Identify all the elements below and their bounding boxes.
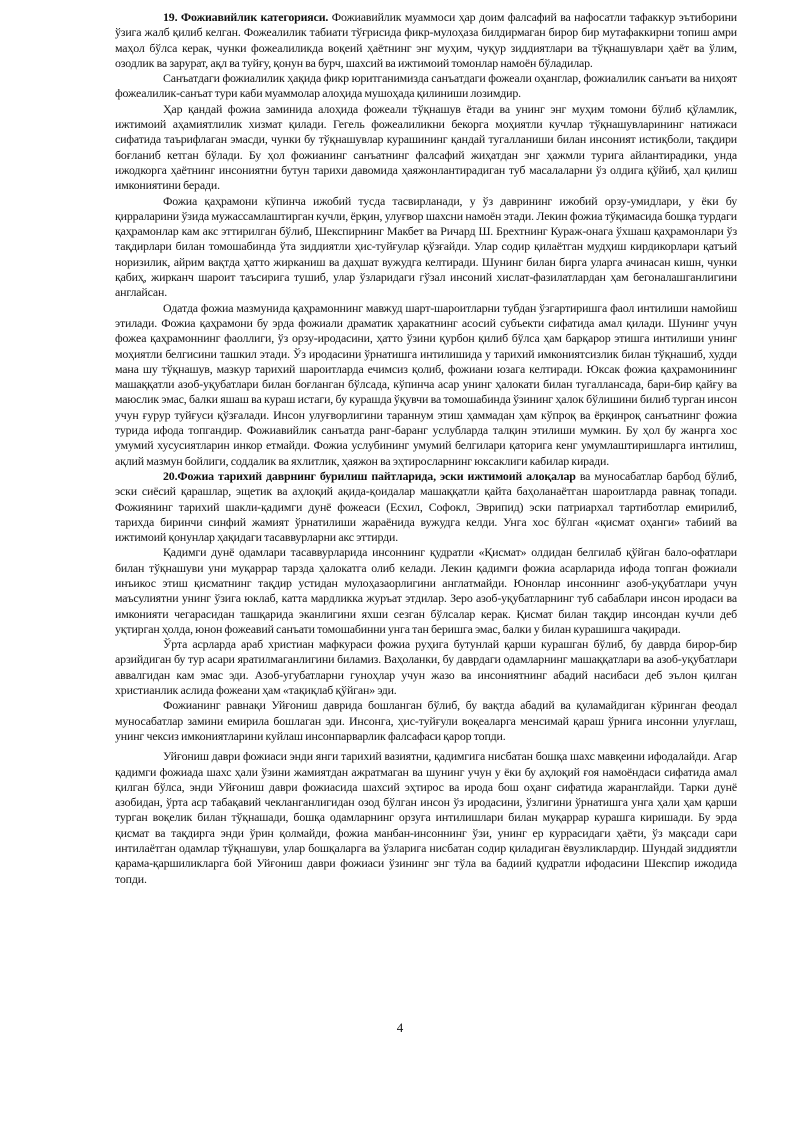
- paragraph-2: Санъатдаги фожиалилик ҳақида фикр юритганимизда санъатдаги фожеали оҳанглар, фожиалилик санъати ва ниҳоят фожеалилик-санъат тури каби муаммолар алоҳида мушоҳада қилиниши лозимдир.: [115, 71, 737, 101]
- paragraph-5: Одатда фожиа мазмунида қаҳрамоннинг мавжуд шарт-шароитларни тубдан ўзгартиришга фаол интилиши намойиш этилади. Фожиа қаҳрамони бу эрда фожиали драматик ҳаракатнинг асосий субъекти сифатида амал қилади. Шунинг учун фожеа қаҳрамоннинг фаоллиги, ўз орзу-иродасини, ҳатто ўзини қурбон қилиб бўлса ҳам барқарор этишга интилиши унинг моҳиятли белгисини ташкил этади. Ўз иродасини ўрнатишга интилишида у тарихий имкониятсизлик билан тўқнашиб, худди мана шу тўқнашув, мазкур тарихий шароитларда ечимсиз қолиб, фожиани юзага келтиради. Юксак фожиа қаҳрамонининг машаққатли азоб-уқубатлари билан боғланган бўлсада, кўпинча асар унинг ҳалокати билан тугаллансада, бари-бир қайғу ва маюслик эмас, балки яшаш ва кураш истаги, бу курашда ўқувчи ва томошабинда ўзининг ҳалок бўлишини билиб турган инсон учун ғурур туйғуси қўзғалади. Инсон улуғворлигини тараннум этиш ҳаммадан ҳам кўпроқ ва ёрқинроқ санъатнинг фожиа турида ифода топгандир. Фожиавийлик санъатда ранг-баранг услубларда талқин этилиши мумкин. Бу ҳол бу жанрга хос умумий хусусиятларин инкор етмайди. Фожиа услубининг умумий белгилари қаторига кенг умумлаштиришларга интилиш, ақлий мазмун бойлиги, соддалик ва яхлитлик, ҳаяжон ва эҳтиросларнинг юксаклиги кабилар киради.: [115, 300, 737, 468]
- document-page: [115, 10, 737, 1110]
- paragraph-4: Фожиа қаҳрамони кўпинча ижобий тусда тасвирланади, у ўз даврининг ижобий орзу-умидлари, у ёки бу қирраларини ўзида мужассамлаштирган кучли, ёрқин, улуғвор шахсни намоён этади. Лекин фожиа тўқимасида бошқа турдаги қаҳрамонлар кам акс эттирилган бўлиб, Шекспирнинг Макбет ва Ричард Ш. Брехтнинг Кураж-онага ўхшаш қаҳрамонлари ўз тақдирлари билан томошабинда ўта зиддиятли ҳис-туйғулар қўзғайди. Улар содир қилаётган мудҳиш кирдикорлари қатъий норизилик, айрим вақтда ҳатто жирканиш ва даҳшат вужудга келтиради. Шунинг билан бирга уларга ачинасан кишн, чунки қабиҳ, жирканч шароит таъсирига тушиб, улар ўзларидаги гўзал инсоний хислат-фазилатлардан ҳам бегоналашганлигини англайсан.: [115, 193, 737, 300]
- paragraph-6-text: ва муносабатлар барбод бўлиб, эски сиёсий қарашлар, эщетик ва аҳлоқий ақида-қоидалар машаққатли қайта баҳоланаётган шароитларда равнақ топади. Фожиянинг тарихий шакли-қадимги дунё фожеаси (Есхил, Софокл, Эврипид) эски патриархал тартиботлар емирилиб, тарихда биринчи синфий жамият ўрнатилиши жараёнида вужудга келди. Унга хос бўлган «қисмат оҳанги» табиий ва ижтимоий қонунлар ҳақидаги тасаввурларни акс эттирди.: [115, 468, 737, 545]
- paragraph-3: Ҳар қандай фожиа заминида алоҳида фожеали тўқнашув ётади ва унинг энг муҳим томони бўлиб қўламлик, ижтимоий аҳамиятлилик хизмат қилади. Гегель фожеалиликни бекорга моҳиятли кучлар тўқнашувларининг натижаси сифатида таърифлаган эмасди, чунки бу тўқнашувлар курашининг қандай тугалланиши билан инсоният истиқболи, тақдири боғланиб кетган бўлади. Бу ҳол фожианинг санъатнинг фалсафий жиҳатдан энг ҳажмли турига айлантирадики, унда ижодкорга ҳаётнинг инсониятни бутун тарихи давомида ҳаяжонлантирадиган туб масалаларни ўз олдига қўйиб, ҳал қилиш имкониятини беради.: [115, 101, 737, 193]
- paragraph-10: Уйғониш даври фожиаси энди янги тарихий вазиятни, қадимгига нисбатан бошқа шахс мавқеини ифодалайди. Агар қадимги фожиада шахс ҳали ўзини жамиятдан ажратмаган ва шунинг учун у ёки бу аҳлоқий ғоя намоёндаси сифатида амал қилган бўлса, энди Уйғониш даври фожиасида шахсий эҳтирос ва ирода бош оҳанг сифатида жаранглайди. Тарки дунё азобидан, ўрта аср табақавий чекланганлигидан озод бўлган инсон ўз иродасини, ўзлигини ўрнатишга унга ҳали ҳам қарши турган воқелик билан тўқнашади, бошқа одамларнинг орзуга интилишлари билан муқаррар курашга киришади. Бу эрда қисмат ва тақдирга энди ўрин қолмайди, фожиа манбан-инсоннинг ўзи, унинг ер куррасидаги ҳаёти, ўз мақсади сари интилаётган одамлар тўқнашуви, улар бошқаларга ва ўзларига нисбатан содир қиладиган ёвузликлардир. Шундай зиддиятли қарама-қаршиликларга бой Уйғониш даври фожиаси ўзининг энг тўла ва бадиий қудратли ифодасини Шекспир ижодида топди.: [115, 749, 737, 886]
- paragraph-7: Қадимги дунё одамлари тасаввурларида инсоннинг қудратли «Қисмат» олдидан белгилаб қўйган бало-офатлари билан тўқнашуви уни муқаррар тарзда ҳалокатга олиб келади. Лекин қадимги фожиа асарларида ифода топган фожиали инъикос этиш қисматнинг тақдир устидан мулоҳазаорлигини англатмайди. Юнонлар инсоннинг азоб-уқубатлари учун маъсулиятни унинг ўзига юклаб, катта мардликка журъат этдилар. Зеро азоб-уқубатларнинг туб сабаблари инсон иродаси ва имконияти чегарасидан ташқарида эканлигини яхши сезган бўлсалар керак. Қисмат билан тақдир инсондан кучли деб уқтирган ҳолда, юнон фожеавий санъати томошабинни унга тан беришга эмас, балки у билан курашишга чақиради.: [115, 545, 737, 636]
- paragraph-8: Ўрта асрларда араб христиан мафкураси фожиа руҳига бутунлай қарши курашган бўлиб, бу даврда бирор-бир арзийдиган бу тур асари яратилмаганлигини биламиз. Ваҳоланки, бу даврдаги одамларнинг машаққатлари ва азоб-уқубатлари аввалгидан кам эмас эди. Азоб-угубатларни гуноҳлар учун жазо ва инсониятнинг абадий насибаси деб эълон қилган христианлик аслида фожеани ҳам «тақиқлаб қўйган» эди.: [115, 637, 737, 698]
- paragraph-9: Фожианинг равнақи Уйғониш даврида бошланган бўлиб, бу вақтда абадий ва қуламайдиган кўринган феодал муносабатлар замини емирила бошлаган эди. Инсонга, ҳис-туйғули воқеаларга менсимай қараш ўрнига инсонни улуғлаш, унинг чексиз имкониятларини куйлаш инсонпарварлик фалсафаси қарор топди.: [115, 698, 737, 743]
- paragraph-6: [115, 469, 737, 545]
- section-heading-20: 20.Фожиа тарихий даврнинг бурилиш пайтларида, эски ижтимоий алоқалар: [163, 468, 576, 483]
- paragraph-1-text: Фожиавийлик муаммоси ҳар доим фалсафий ва нафосатли тафаккур эътиборини ўзига жалб қилиб келган. Фожеалилик табиати тўғрисида фикр-мулоҳаза билдирмаган бирор бир мутафаккирни топиш амри маҳол бўлса керак, чунки фожеалиликда воқеий ҳаётнинг энг муҳим, чуқур зиддиятлари ва тўқнашувлари ҳаёт ва ўлим, озодлик ва зарурат, ақл ва туйғу, қонун ва бурч, шахсий ва ижтимоий томонлар намоён бўладилар.: [115, 10, 738, 70]
- paragraph-1: [115, 10, 737, 71]
- page-number: 4: [396, 1020, 404, 1035]
- section-heading-19: 19. Фожиавийлик категорияси.: [163, 10, 329, 24]
